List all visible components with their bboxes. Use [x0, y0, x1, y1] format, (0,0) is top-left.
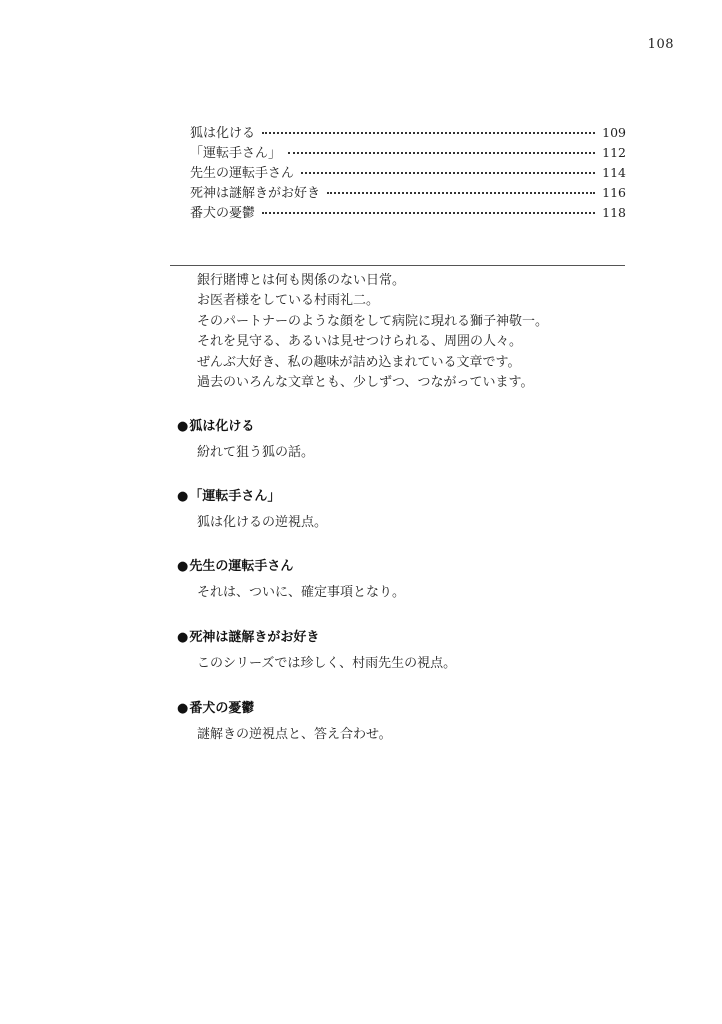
- section-heading: [177, 700, 392, 718]
- story-section: [177, 418, 314, 462]
- intro-line: お医者様をしている村雨礼二。: [197, 293, 380, 309]
- section-title: 「運転手さん」: [189, 489, 281, 504]
- bullet-icon: ●: [177, 559, 189, 574]
- page-number: 108: [647, 37, 674, 52]
- intro-line: ぜんぶ大好き、私の趣味が詰め込まれている文章です。: [197, 354, 521, 370]
- section-heading: [177, 488, 327, 506]
- toc-title: 先生の運転手さん: [190, 166, 295, 181]
- toc-page: 116: [602, 185, 626, 200]
- toc-title: 「運転手さん」: [190, 146, 282, 161]
- toc-title: 死神は謎解きがお好き: [190, 186, 321, 201]
- story-section: [177, 700, 392, 744]
- bullet-icon: ●: [177, 630, 189, 645]
- intro-line: 過去のいろんな文章とも、少しずつ、つながっています。: [197, 375, 534, 391]
- toc-page: 112: [602, 145, 626, 160]
- divider: [170, 265, 625, 266]
- section-title: 死神は謎解きがお好き: [189, 630, 320, 645]
- bullet-icon: ●: [177, 419, 189, 434]
- toc-leader: [262, 119, 595, 134]
- intro-line: そのパートナーのような顔をして病院に現れる獅子神敬一。: [197, 313, 549, 329]
- bullet-icon: ●: [177, 701, 189, 716]
- section-description: それは、ついに、確定事項となり。: [197, 585, 406, 600]
- toc-leader: [288, 139, 595, 154]
- story-section: [177, 629, 456, 673]
- toc-leader: [327, 179, 595, 194]
- story-section: [177, 488, 327, 532]
- section-heading: [177, 629, 456, 647]
- toc-page: 118: [602, 205, 626, 220]
- section-title: 狐は化ける: [189, 419, 255, 434]
- toc-page: 114: [602, 165, 626, 180]
- section-description: 狐は化けるの逆視点。: [197, 515, 328, 530]
- intro-line: それを見守る、あるいは見せつけられる、周囲の人々。: [197, 334, 523, 350]
- toc-leader: [262, 199, 595, 214]
- toc-title: 番犬の憂鬱: [190, 206, 256, 221]
- toc-entry: [190, 202, 626, 222]
- toc-page: 109: [602, 125, 626, 140]
- toc-title: 狐は化ける: [190, 126, 256, 141]
- section-heading: [177, 558, 405, 576]
- toc-leader: [301, 159, 595, 174]
- section-title: 番犬の憂鬱: [189, 701, 255, 716]
- section-title: 先生の運転手さん: [189, 559, 294, 574]
- intro-text: [197, 271, 548, 393]
- section-description: このシリーズでは珍しく、村雨先生の視点。: [197, 656, 457, 671]
- bullet-icon: ●: [177, 489, 189, 504]
- story-section: [177, 558, 405, 602]
- table-of-contents: [190, 122, 626, 222]
- intro-line: 銀行賭博とは何も関係のない日常。: [197, 273, 406, 288]
- section-description: 謎解きの逆視点と、答え合わせ。: [197, 727, 392, 742]
- section-description: 紛れて狙う狐の話。: [197, 445, 315, 460]
- section-heading: [177, 418, 314, 436]
